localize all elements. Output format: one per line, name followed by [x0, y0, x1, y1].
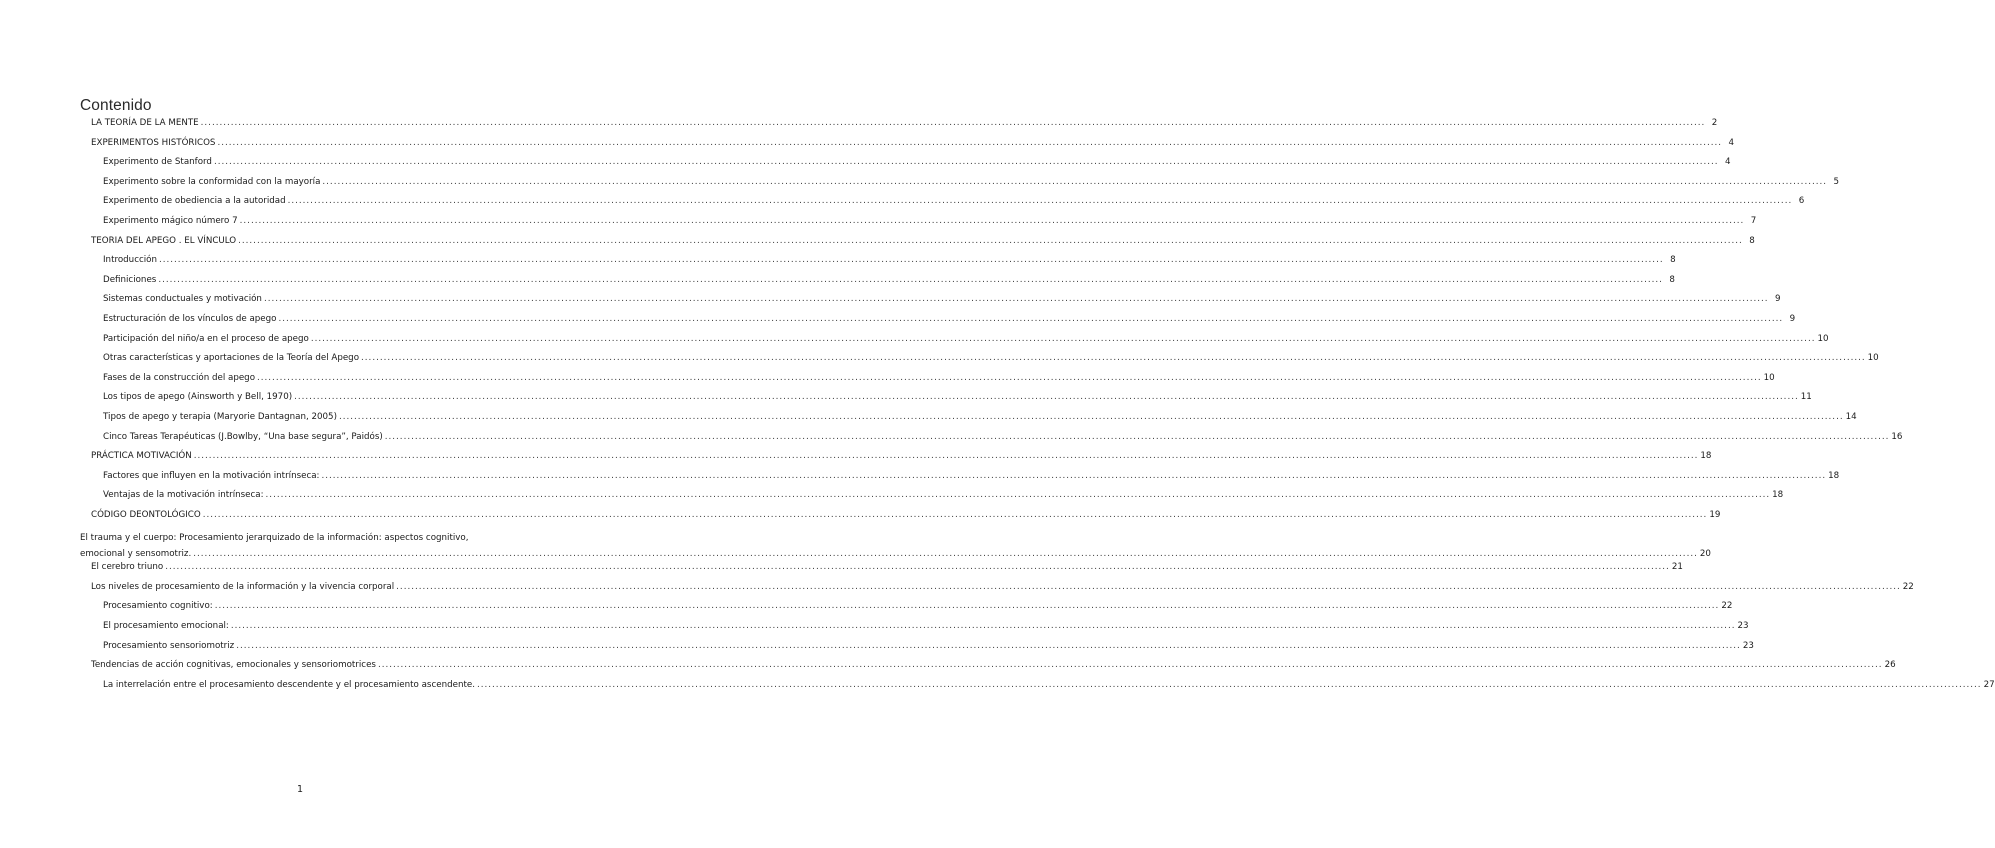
toc-entry[interactable]: [103, 470, 1840, 482]
toc-entry[interactable]: [91, 562, 1683, 573]
toc-entry[interactable]: [103, 196, 1805, 207]
toc-entry-title: CÓDIGO DEONTOLÓGICO: [91, 510, 201, 520]
toc-entry-page: 18: [1772, 490, 1784, 501]
toc-entry-page: 11: [1800, 392, 1812, 403]
toc-entry[interactable]: [103, 353, 1879, 364]
toc-entry-page: 10: [1763, 372, 1775, 383]
toc-leader-dots: ................................................................................................................................................................................................................................................................................................................................................................................................................: [236, 640, 1741, 651]
toc-entry-page: 8: [1749, 235, 1755, 246]
toc-entry-title: Experimento de obediencia a la autoridad: [103, 196, 286, 207]
toc-leader-dots: ................................................................................................................................................................................................................................................................................................................................................................................................................: [322, 176, 1828, 187]
toc-entry-page: 7: [1750, 216, 1757, 226]
toc-entry-page: 10: [1817, 333, 1829, 344]
toc-entry[interactable]: [103, 601, 1733, 612]
toc-leader-dots: ................................................................................................................................................................................................................................................................................................................................................................................................................: [377, 660, 1883, 671]
toc-leader-dots: ................................................................................................................................................................................................................................................................................................................................................................................................................: [214, 601, 1720, 612]
toc-entry-title: Procesamiento cognitivo:: [103, 601, 213, 612]
toc-entry-title: PRÁCTICA MOTIVACIÓN: [91, 451, 192, 462]
toc-entry-title: Tendencias de acción cognitivas, emocionales y sensoriomotrices: [91, 660, 376, 671]
toc-entry-title: Fases de la construcción del apego: [103, 372, 256, 383]
toc-leader-dots: ................................................................................................................................................................................................................................................................................................................................................................................................................: [158, 274, 1663, 285]
toc-entry-page: 9: [1775, 294, 1781, 305]
toc-entry[interactable]: [91, 137, 1735, 149]
toc-leader-dots: ................................................................................................................................................................................................................................................................................................................................................................................................................: [384, 431, 1890, 442]
toc-leader-dots: ................................................................................................................................................................................................................................................................................................................................................................................................................: [263, 294, 1769, 305]
toc-leader-dots: ................................................................................................................................................................................................................................................................................................................................................................................................................: [230, 621, 1736, 631]
toc-entry-title: La interrelación entre el procesamiento descendente y el procesamiento ascendente.: [103, 679, 475, 690]
toc-entry-page: 26: [1884, 660, 1896, 671]
toc-entry-page: 20: [1699, 548, 1711, 559]
toc-leader-dots: ................................................................................................................................................................................................................................................................................................................................................................................................................: [213, 157, 1719, 168]
toc-entry-page: 23: [1737, 621, 1749, 631]
toc-entry-title: Experimento sobre la conformidad con la mayoría: [103, 176, 321, 187]
toc-entry[interactable]: [103, 314, 1796, 325]
toc-entry[interactable]: [103, 216, 1757, 227]
toc-entry-page: 19: [1709, 510, 1721, 520]
toc-entry-title: Otras características y aportaciones de la Teoría del Apego: [103, 353, 360, 364]
toc-entry[interactable]: [91, 660, 1896, 671]
toc-entry-title: El cerebro triuno: [91, 562, 164, 573]
toc-entry-title: Participación del niño/a en el proceso de apego: [103, 333, 309, 344]
toc-entry-page: 18: [1700, 451, 1712, 462]
toc-entry[interactable]: [80, 530, 1711, 562]
toc-leader-dots: ................................................................................................................................................................................................................................................................................................................................................................................................................: [202, 510, 1708, 520]
toc-entry-page: 21: [1671, 562, 1683, 573]
toc-entry-page: 2: [1711, 118, 1718, 128]
toc-entry[interactable]: [91, 118, 1718, 129]
toc-leader-dots: ................................................................................................................................................................................................................................................................................................................................................................................................................: [200, 118, 1706, 128]
toc-entry-title: Estructuración de los vínculos de apego: [103, 314, 277, 324]
toc-leader-dots: ................................................................................................................................................................................................................................................................................................................................................................................................................: [165, 562, 1670, 573]
toc-entry-page: 27: [1983, 679, 1995, 690]
toc-entry-title: Ventajas de la motivación intrínseca:: [103, 490, 264, 501]
toc-entry[interactable]: [103, 640, 1754, 652]
toc-entry-page: 18: [1828, 470, 1840, 481]
toc-leader-dots: ................................................................................................................................................................................................................................................................................................................................................................................................................: [361, 353, 1866, 364]
toc-heading: Contenido: [80, 97, 152, 114]
toc-entry-title: Tipos de apego y terapia (Maryorie Dantagnan, 2005): [103, 412, 337, 422]
toc-leader-dots: ................................................................................................................................................................................................................................................................................................................................................................................................................: [310, 333, 1816, 344]
toc-entry[interactable]: [103, 372, 1775, 384]
toc-leader-dots: ................................................................................................................................................................................................................................................................................................................................................................................................................: [158, 255, 1664, 266]
toc-entry-title: Los tipos de apego (Ainsworth y Bell, 1970): [103, 392, 293, 403]
toc-entry[interactable]: [103, 679, 1995, 691]
toc-entry[interactable]: [103, 621, 1749, 632]
toc-entry-title: emocional y sensomotriz.: [80, 548, 192, 559]
toc-entry-page: 16: [1891, 431, 1903, 442]
toc-entry[interactable]: [103, 294, 1781, 305]
toc-leader-dots: ................................................................................................................................................................................................................................................................................................................................................................................................................: [338, 412, 1844, 422]
toc-entry[interactable]: [103, 176, 1840, 188]
toc-entry[interactable]: [91, 581, 1914, 593]
toc-entry-title: Procesamiento sensoriomotriz: [103, 640, 235, 651]
toc-entry-page: 5: [1833, 176, 1840, 187]
toc-leader-dots: ................................................................................................................................................................................................................................................................................................................................................................................................................: [193, 451, 1699, 462]
toc-leader-dots: ................................................................................................................................................................................................................................................................................................................................................................................................................: [257, 372, 1762, 383]
toc-entry[interactable]: [103, 431, 1903, 443]
page-number: 1: [296, 784, 304, 795]
toc-entry[interactable]: [91, 235, 1755, 247]
toc-entry-title: Los niveles de procesamiento de la información y la vivencia corporal: [91, 581, 395, 592]
toc-entry-title: Experimento mágico número 7: [103, 216, 238, 226]
toc-entry-page: 8: [1670, 255, 1676, 266]
toc-entry-title: TEORIA DEL APEGO . EL VÍNCULO: [91, 235, 237, 246]
toc-entry-page: 23: [1742, 640, 1754, 651]
toc-entry[interactable]: [103, 392, 1812, 403]
toc-entry-title: EXPERIMENTOS HISTÓRICOS: [91, 137, 216, 148]
toc-entry[interactable]: [91, 451, 1712, 462]
toc-entry-page: 9: [1789, 314, 1796, 324]
toc-leader-dots: ................................................................................................................................................................................................................................................................................................................................................................................................................: [287, 196, 1793, 207]
toc-leader-dots: ................................................................................................................................................................................................................................................................................................................................................................................................................: [476, 679, 1982, 690]
toc-entry-page: 4: [1725, 157, 1731, 168]
toc-entry-title: LA TEORÍA DE LA MENTE: [91, 118, 199, 128]
toc-leader-dots: ................................................................................................................................................................................................................................................................................................................................................................................................................: [265, 490, 1771, 501]
toc-entry-page: 8: [1669, 274, 1675, 285]
toc-leader-dots: ................................................................................................................................................................................................................................................................................................................................................................................................................: [396, 581, 1901, 592]
toc-entry[interactable]: [103, 157, 1731, 168]
toc-entry-title: Sistemas conductuales y motivación: [103, 294, 262, 305]
toc-entry-page: 6: [1798, 196, 1805, 207]
toc-entry-title: Cinco Tareas Terapéuticas (J.Bowlby, “Una base segura”, Paidós): [103, 431, 383, 442]
toc-entry[interactable]: [103, 274, 1675, 286]
toc-entry-title: Experimento de Stanford: [103, 157, 212, 168]
toc-entry[interactable]: [91, 510, 1721, 521]
toc-entry-title: El procesamiento emocional:: [103, 621, 229, 631]
toc-entry-page: 22: [1902, 581, 1914, 592]
toc-entry-page: 14: [1845, 412, 1857, 422]
toc-entry-page: 10: [1867, 353, 1879, 364]
toc-entry[interactable]: [103, 333, 1829, 345]
toc-leader-dots: ................................................................................................................................................................................................................................................................................................................................................................................................................: [239, 216, 1745, 226]
toc-entry-page: 22: [1721, 601, 1733, 612]
toc-leader-dots: ................................................................................................................................................................................................................................................................................................................................................................................................................: [193, 548, 1698, 559]
toc-entry[interactable]: [103, 412, 1857, 423]
toc-leader-dots: ................................................................................................................................................................................................................................................................................................................................................................................................................: [321, 470, 1827, 481]
toc-leader-dots: ................................................................................................................................................................................................................................................................................................................................................................................................................: [217, 137, 1723, 148]
toc-entry[interactable]: [103, 490, 1784, 501]
toc-entry-page: 4: [1728, 137, 1735, 148]
toc-leader-dots: ................................................................................................................................................................................................................................................................................................................................................................................................................: [238, 235, 1743, 246]
toc-entry-title: Factores que influyen en la motivación intrínseca:: [103, 470, 320, 481]
toc-entry-title: Definiciones: [103, 274, 157, 285]
toc-entry[interactable]: [103, 255, 1676, 266]
toc-entry-title: Introducción: [103, 255, 157, 266]
toc-leader-dots: ................................................................................................................................................................................................................................................................................................................................................................................................................: [294, 392, 1799, 403]
toc-entry-title-line1: El trauma y el cuerpo: Procesamiento jerarquizado de la información: aspectos cognitivo,: [80, 532, 469, 543]
toc-leader-dots: ................................................................................................................................................................................................................................................................................................................................................................................................................: [278, 314, 1784, 324]
